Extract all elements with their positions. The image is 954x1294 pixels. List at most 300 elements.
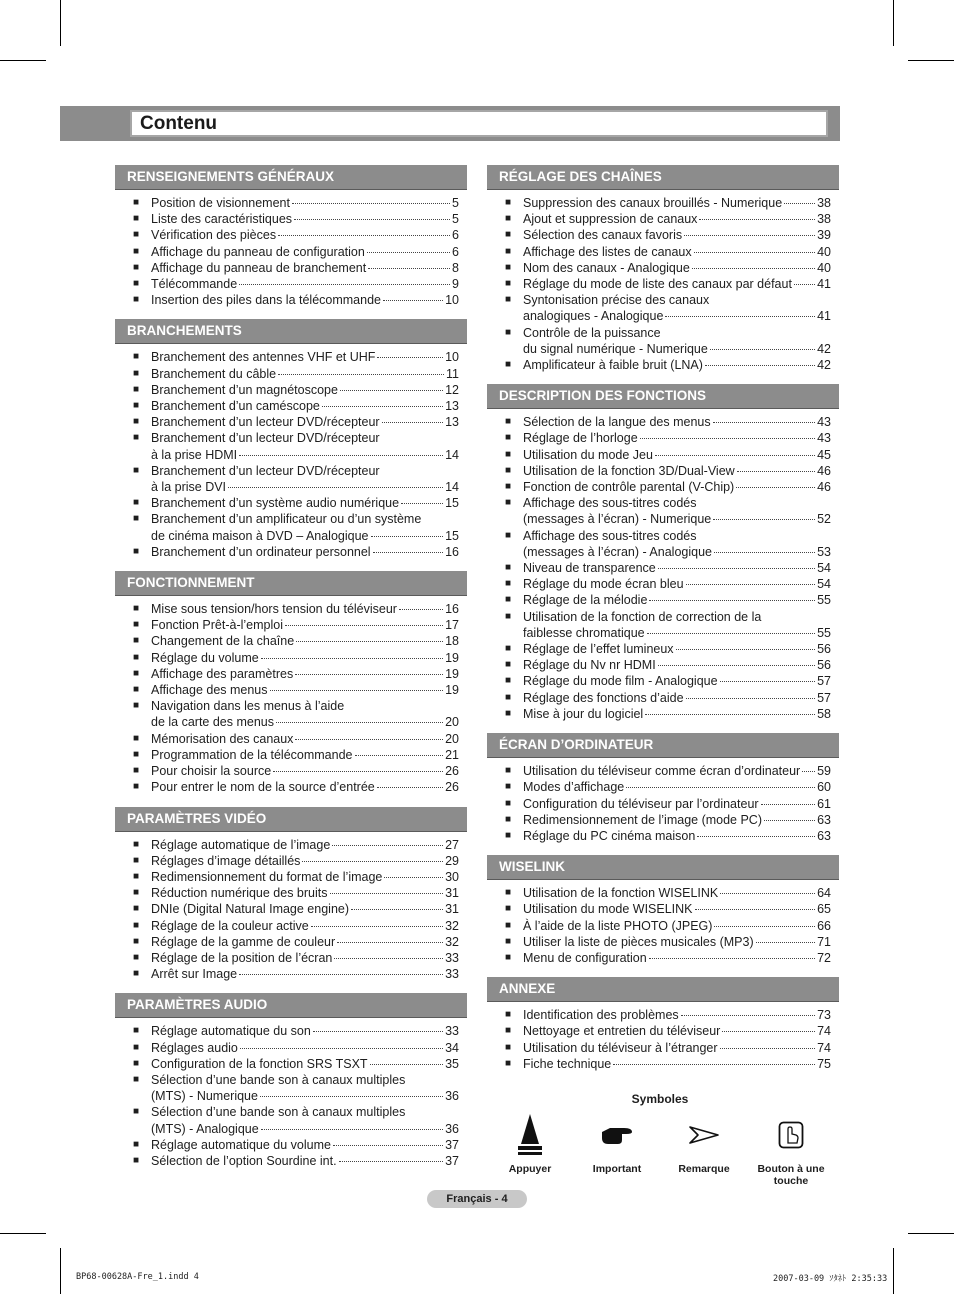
toc-entry xyxy=(487,673,839,689)
crop-mark xyxy=(0,1233,46,1234)
toc-entry-title: Réglage du mode écran bleu xyxy=(523,577,684,592)
toc-entry xyxy=(115,837,467,853)
toc-page-number: 37 xyxy=(445,1137,459,1152)
toc-entry-title: Nettoyage et entretien du téléviseur xyxy=(523,1024,721,1039)
toc-entry xyxy=(115,1153,467,1169)
toc-line xyxy=(523,901,831,917)
toc-line xyxy=(523,1007,831,1023)
toc-line xyxy=(151,349,459,365)
dot-leader xyxy=(239,455,443,456)
toc-section xyxy=(487,855,839,966)
toc-section xyxy=(115,571,467,795)
toc-line xyxy=(151,544,459,560)
toc-entry xyxy=(115,950,467,966)
toc-entry-title: Réglage du PC cinéma maison xyxy=(523,828,696,843)
dot-leader xyxy=(334,958,443,959)
bullet-icon: ■ xyxy=(133,1041,140,1053)
toc-line xyxy=(523,195,831,211)
dot-leader xyxy=(649,958,815,959)
toc-entry xyxy=(115,601,467,617)
toc-entry xyxy=(487,706,839,722)
page-title: Contenu xyxy=(140,113,218,134)
toc-entry-title: DNIe (Digital Natural Image engine) xyxy=(151,902,350,917)
toc-page-number: 26 xyxy=(445,780,459,795)
toc-entry-title: Pour entrer le nom de la source d’entrée xyxy=(151,780,375,795)
toc-entry xyxy=(487,244,839,260)
toc-items xyxy=(115,1018,467,1169)
dot-leader xyxy=(665,316,815,317)
title-bar xyxy=(60,106,840,141)
toc-entry xyxy=(487,479,839,495)
toc-entry-title: Utilisation de la fonction WISELINK xyxy=(523,886,719,901)
toc-entry xyxy=(115,885,467,901)
bullet-icon: ■ xyxy=(133,545,140,557)
symbol-press xyxy=(485,1113,575,1175)
toc-entry-title: Redimensionnement du format de l’image xyxy=(151,869,383,884)
toc-line xyxy=(523,430,831,446)
section-header: DESCRIPTION DES FONCTIONS xyxy=(487,384,839,409)
bullet-icon: ■ xyxy=(505,1025,512,1037)
toc-entry-title: Affichage des sous-titres codés xyxy=(523,528,697,543)
toc-entry-title: Branchement des antennes VHF et UHF xyxy=(151,350,376,365)
toc-page-number: 63 xyxy=(817,828,831,843)
dot-leader xyxy=(383,300,443,301)
toc-line xyxy=(523,447,831,463)
toc-entry-title: Mémorisation des canaux xyxy=(151,731,294,746)
toc-entry-title: faiblesse chromatique xyxy=(523,625,645,640)
symbol-label: Bouton à une touche xyxy=(757,1163,825,1187)
toc-line xyxy=(151,479,459,495)
toc-entry-title: Réglage du mode de liste des canaux par défaut xyxy=(523,277,792,292)
bullet-icon: ■ xyxy=(505,829,512,841)
crop-mark xyxy=(893,1248,894,1294)
toc-entry-title: Réglage des fonctions d’aide xyxy=(523,690,684,705)
toc-entry xyxy=(487,357,839,373)
toc-page-number: 6 xyxy=(452,228,459,243)
toc-section xyxy=(115,993,467,1169)
dot-leader xyxy=(649,600,815,601)
toc-page-number: 15 xyxy=(445,528,459,543)
bullet-icon: ■ xyxy=(133,781,140,793)
dot-leader xyxy=(239,974,443,975)
toc-page-number: 6 xyxy=(452,244,459,259)
page-number-badge: Français - 4 xyxy=(427,1190,527,1208)
toc-page-number: 10 xyxy=(445,293,459,308)
toc-page-number: 5 xyxy=(452,212,459,227)
dot-leader xyxy=(368,268,450,269)
toc-line xyxy=(151,901,459,917)
toc-items xyxy=(487,1002,839,1072)
bullet-icon: ■ xyxy=(133,748,140,760)
toc-page-number: 54 xyxy=(817,561,831,576)
toc-entry xyxy=(487,779,839,795)
section-header: FONCTIONNEMENT xyxy=(115,571,467,596)
dot-leader xyxy=(686,698,816,699)
toc-line xyxy=(523,544,831,560)
bullet-icon: ■ xyxy=(133,838,140,850)
toc-items xyxy=(487,190,839,373)
bullet-icon: ■ xyxy=(133,383,140,395)
toc-entry xyxy=(115,650,467,666)
bullet-icon: ■ xyxy=(133,213,140,225)
toc-entry-title: Réglage de la couleur active xyxy=(151,918,309,933)
dot-leader xyxy=(695,909,816,910)
dot-leader xyxy=(676,649,816,650)
toc-line xyxy=(151,837,459,853)
toc-entry xyxy=(115,292,467,308)
bullet-icon: ■ xyxy=(505,326,512,338)
toc-entry xyxy=(115,276,467,292)
dot-leader xyxy=(311,926,443,927)
bullet-icon: ■ xyxy=(505,261,512,273)
toc-entry-title: Identification des problèmes xyxy=(523,1008,679,1023)
toc-entry xyxy=(487,560,839,576)
toc-line xyxy=(151,1104,459,1120)
bullet-icon: ■ xyxy=(133,870,140,882)
toc-line xyxy=(151,382,459,398)
bullet-icon: ■ xyxy=(133,700,140,712)
toc-entry xyxy=(487,576,839,592)
toc-entry-title: Réglage du volume xyxy=(151,650,259,665)
toc-entry-title: Télécommande xyxy=(151,277,238,292)
bullet-icon: ■ xyxy=(505,578,512,590)
toc-entry-title: Nom des canaux - Analogique xyxy=(523,260,690,275)
toc-entry xyxy=(487,227,839,243)
toc-entry xyxy=(115,227,467,243)
toc-line xyxy=(151,966,459,982)
dot-leader xyxy=(737,471,815,472)
toc-entry xyxy=(487,918,839,934)
toc-entry xyxy=(487,1056,839,1072)
toc-entry xyxy=(487,414,839,430)
bullet-icon: ■ xyxy=(505,197,512,208)
toc-line xyxy=(151,617,459,633)
bullet-icon: ■ xyxy=(505,416,512,428)
bullet-icon: ■ xyxy=(133,603,140,615)
toc-entry xyxy=(115,430,467,462)
toc-entry-title: Réglage de l’effet lumineux xyxy=(523,642,674,657)
toc-entry-title: à la prise HDMI xyxy=(151,447,238,462)
dot-leader xyxy=(658,568,815,569)
dot-leader xyxy=(761,804,816,805)
toc-line xyxy=(151,292,459,308)
dot-leader xyxy=(276,722,443,723)
toc-entry-title: Utilisation du téléviseur à l’étranger xyxy=(523,1040,718,1055)
toc-line xyxy=(151,1137,459,1153)
toc-entry-title: Utilisation du mode Jeu xyxy=(523,447,653,462)
dot-leader xyxy=(640,438,815,439)
toc-entry xyxy=(487,950,839,966)
bullet-icon: ■ xyxy=(133,651,140,663)
crop-mark xyxy=(893,0,894,46)
toc-entry-title: Branchement d’un caméscope xyxy=(151,399,320,414)
toc-items xyxy=(115,596,467,795)
bullet-icon: ■ xyxy=(505,278,512,290)
toc-entry xyxy=(487,195,839,211)
toc-page-number: 57 xyxy=(817,674,831,689)
toc-entry-title: Affichage des paramètres xyxy=(151,666,294,681)
bullet-icon: ■ xyxy=(505,951,512,963)
toc-entry xyxy=(487,325,839,357)
dot-leader xyxy=(710,349,815,350)
bullet-icon: ■ xyxy=(133,968,140,980)
toc-entry-title: Position de visionnement xyxy=(151,196,290,210)
toc-items xyxy=(487,880,839,966)
toc-line xyxy=(151,731,459,747)
dot-leader xyxy=(697,836,815,837)
symbols-title: Symboles xyxy=(631,1092,689,1106)
toc-line xyxy=(523,576,831,592)
toc-page-number: 35 xyxy=(445,1056,459,1071)
toc-page-number: 74 xyxy=(817,1040,831,1055)
toc-line xyxy=(151,934,459,950)
toc-page-number: 5 xyxy=(452,196,459,210)
toc-page-number: 21 xyxy=(445,747,459,762)
toc-entry-title: Sélection d’une bande son à canaux multiples xyxy=(151,1105,406,1120)
toc-entry xyxy=(487,690,839,706)
toc-line xyxy=(523,511,831,527)
bullet-icon: ■ xyxy=(133,667,140,679)
toc-entry-title: de la carte des menus xyxy=(151,715,274,730)
toc-entry-title: de cinéma maison à DVD – Analogique xyxy=(151,528,369,543)
toc-page-number: 45 xyxy=(817,447,831,462)
bullet-icon: ■ xyxy=(505,448,512,460)
dot-leader xyxy=(722,1031,815,1032)
toc-line xyxy=(523,1040,831,1056)
toc-entry-title: Contrôle de la puissance xyxy=(523,325,661,340)
crop-mark xyxy=(908,60,954,61)
toc-entry-title: Réglage de l’horloge xyxy=(523,431,638,446)
toc-page-number: 17 xyxy=(445,618,459,633)
toc-entry xyxy=(487,763,839,779)
dot-leader xyxy=(694,252,815,253)
toc-line xyxy=(523,227,831,243)
toc-entry-title: (MTS) - Numerique xyxy=(151,1089,258,1104)
bullet-icon: ■ xyxy=(505,935,512,947)
toc-entry-title: Réglage automatique de l’image xyxy=(151,837,331,852)
toc-entry-title: Utiliser la liste de pièces musicales (MP3) xyxy=(523,934,754,949)
toc-line xyxy=(151,366,459,382)
toc-page-number: 14 xyxy=(445,480,459,495)
toc-entry-title: Branchement du câble xyxy=(151,366,277,381)
toc-section xyxy=(487,384,839,722)
dot-leader xyxy=(278,374,444,375)
dot-leader xyxy=(713,422,815,423)
dot-leader xyxy=(270,690,444,691)
toc-entry xyxy=(487,528,839,560)
toc-entry xyxy=(115,869,467,885)
toc-entry xyxy=(487,260,839,276)
toc-entry xyxy=(115,1056,467,1072)
toc-page-number: 33 xyxy=(445,950,459,965)
toc-entry-title: Utilisation du téléviseur comme écran d’ordinateur xyxy=(523,764,801,779)
dot-leader xyxy=(401,503,443,504)
toc-entry-title: Sélection de l’option Sourdine int. xyxy=(151,1153,337,1168)
toc-entry xyxy=(115,544,467,560)
toc-line xyxy=(523,918,831,934)
bullet-icon: ■ xyxy=(133,854,140,866)
toc-line xyxy=(151,950,459,966)
bullet-icon: ■ xyxy=(133,1138,140,1150)
toc-entry xyxy=(487,901,839,917)
crop-mark xyxy=(60,1248,61,1294)
dot-leader xyxy=(370,1064,444,1065)
toc-page-number: 46 xyxy=(817,463,831,478)
toc-line xyxy=(523,1023,831,1039)
toc-entry xyxy=(115,731,467,747)
arrow-icon xyxy=(659,1113,749,1157)
toc-entry xyxy=(487,885,839,901)
toc-line xyxy=(523,292,831,308)
toc-entry-title: À l’aide de la liste PHOTO (JPEG) xyxy=(523,918,713,933)
toc-entry xyxy=(115,666,467,682)
toc-page-number: 55 xyxy=(817,625,831,640)
toc-entry-title: Réglage du Nv nr HDMI xyxy=(523,658,656,673)
toc-line xyxy=(151,195,459,211)
toc-entry xyxy=(115,1040,467,1056)
dot-leader xyxy=(367,252,450,253)
toc-page-number: 38 xyxy=(817,212,831,227)
bullet-icon: ■ xyxy=(133,245,140,257)
dot-leader xyxy=(285,625,443,626)
bullet-icon: ■ xyxy=(133,935,140,947)
bullet-icon: ■ xyxy=(133,619,140,631)
toc-line xyxy=(151,682,459,698)
toc-line xyxy=(151,227,459,243)
toc-entry xyxy=(487,641,839,657)
toc-line xyxy=(151,714,459,730)
toc-entry-title: Modes d’affichage xyxy=(523,780,625,795)
dot-leader xyxy=(720,681,816,682)
toc-section xyxy=(487,165,839,373)
toc-page-number: 42 xyxy=(817,358,831,373)
toc-page-number: 72 xyxy=(817,950,831,965)
toc-entry-title: Branchement d’un magnétoscope xyxy=(151,382,338,397)
toc-entry-title: Mise à jour du logiciel xyxy=(523,706,644,721)
toc-entry xyxy=(487,211,839,227)
toc-entry xyxy=(115,463,467,495)
toc-section xyxy=(115,165,467,308)
toc-page-number: 26 xyxy=(445,764,459,779)
bullet-icon: ■ xyxy=(133,1057,140,1069)
toc-page-number: 38 xyxy=(817,196,831,210)
toc-entry xyxy=(487,463,839,479)
dot-leader xyxy=(626,787,815,788)
dot-leader xyxy=(377,787,443,788)
toc-line xyxy=(151,1088,459,1104)
toc-entry-title: Fonction de contrôle parental (V-Chip) xyxy=(523,480,735,495)
toc-line xyxy=(523,779,831,795)
bullet-icon: ■ xyxy=(505,432,512,444)
bullet-icon: ■ xyxy=(505,529,512,541)
toc-line xyxy=(151,747,459,763)
toc-line xyxy=(151,885,459,901)
toc-page-number: 41 xyxy=(817,277,831,292)
toc-page-number: 31 xyxy=(445,902,459,917)
bullet-icon: ■ xyxy=(133,887,140,899)
toc-page-number: 30 xyxy=(445,869,459,884)
toc-entry-title: Branchement d’un amplificateur ou d’un système xyxy=(151,512,422,527)
toc-entry-title: Affichage des sous-titres codés xyxy=(523,496,697,511)
bullet-icon: ■ xyxy=(133,919,140,931)
toc-page-number: 13 xyxy=(445,415,459,430)
bullet-icon: ■ xyxy=(505,797,512,809)
toc-page-number: 8 xyxy=(452,260,459,275)
toc-line xyxy=(523,609,831,625)
toc-line xyxy=(523,796,831,812)
toc-entry xyxy=(115,1104,467,1136)
toc-line xyxy=(523,885,831,901)
toc-page-number: 36 xyxy=(445,1121,459,1136)
symbol-label: Remarque xyxy=(678,1163,730,1175)
toc-line xyxy=(523,592,831,608)
toc-entry-title: Sélection de la langue des menus xyxy=(523,415,711,430)
toc-page-number: 11 xyxy=(446,366,459,381)
bullet-icon: ■ xyxy=(505,229,512,241)
toc-entry-title: à la prise DVI xyxy=(151,480,227,495)
toc-entry-title: Réduction numérique des bruits xyxy=(151,886,328,901)
toc-line xyxy=(151,511,459,527)
toc-items xyxy=(115,190,467,308)
dot-leader xyxy=(658,665,815,666)
toc-line xyxy=(523,828,831,844)
title-box xyxy=(130,110,828,137)
toc-page-number: 74 xyxy=(817,1024,831,1039)
toc-page-number: 57 xyxy=(817,690,831,705)
dot-leader xyxy=(613,1064,815,1065)
section-header: RÉGLAGE DES CHAÎNES xyxy=(487,165,839,190)
toc-entry xyxy=(115,747,467,763)
toc-page-number: 54 xyxy=(817,577,831,592)
toc-entry xyxy=(115,382,467,398)
bullet-icon: ■ xyxy=(505,813,512,825)
dot-leader xyxy=(384,877,443,878)
toc-entry-title: Navigation dans les menus à l’aide xyxy=(151,699,345,714)
bullet-icon: ■ xyxy=(133,951,140,963)
toc-page-number: 52 xyxy=(817,512,831,527)
toc-entry-title: Configuration de la fonction SRS TSXT xyxy=(151,1056,368,1071)
toc-line xyxy=(523,357,831,373)
toc-entry-title: Réglage de la gamme de couleur xyxy=(151,934,336,949)
bullet-icon: ■ xyxy=(133,367,140,379)
toc-line xyxy=(523,463,831,479)
toc-entry-title: Fonction Prêt-à-l’emploi xyxy=(151,618,283,633)
dot-leader xyxy=(302,861,443,862)
bullet-icon: ■ xyxy=(505,765,512,777)
toc-page-number: 43 xyxy=(817,431,831,446)
bullet-icon: ■ xyxy=(133,229,140,241)
toc-line xyxy=(151,633,459,649)
toc-page-number: 55 xyxy=(817,593,831,608)
toc-line xyxy=(151,869,459,885)
toc-entry-title: Branchement d’un système audio numérique xyxy=(151,496,400,511)
print-date-info: 2007-03-09 ｿﾀﾈﾄ 2:35:33 xyxy=(773,1274,888,1284)
toc-entry xyxy=(115,414,467,430)
pointing-hand-icon xyxy=(572,1113,662,1157)
toc-entry-title: Amplificateur à faible bruit (LNA) xyxy=(523,358,703,373)
toc-entry-title: Réglage de la mélodie xyxy=(523,593,648,608)
dot-leader xyxy=(784,203,815,204)
toc-page-number: 42 xyxy=(817,341,831,356)
toc-page-number: 56 xyxy=(817,658,831,673)
toc-line xyxy=(151,1040,459,1056)
section-header: RENSEIGNEMENTS GÉNÉRAUX xyxy=(115,165,467,190)
toc-entry xyxy=(487,657,839,673)
dot-leader xyxy=(720,893,815,894)
toc-line xyxy=(151,211,459,227)
toc-line xyxy=(151,495,459,511)
bullet-icon: ■ xyxy=(505,707,512,719)
